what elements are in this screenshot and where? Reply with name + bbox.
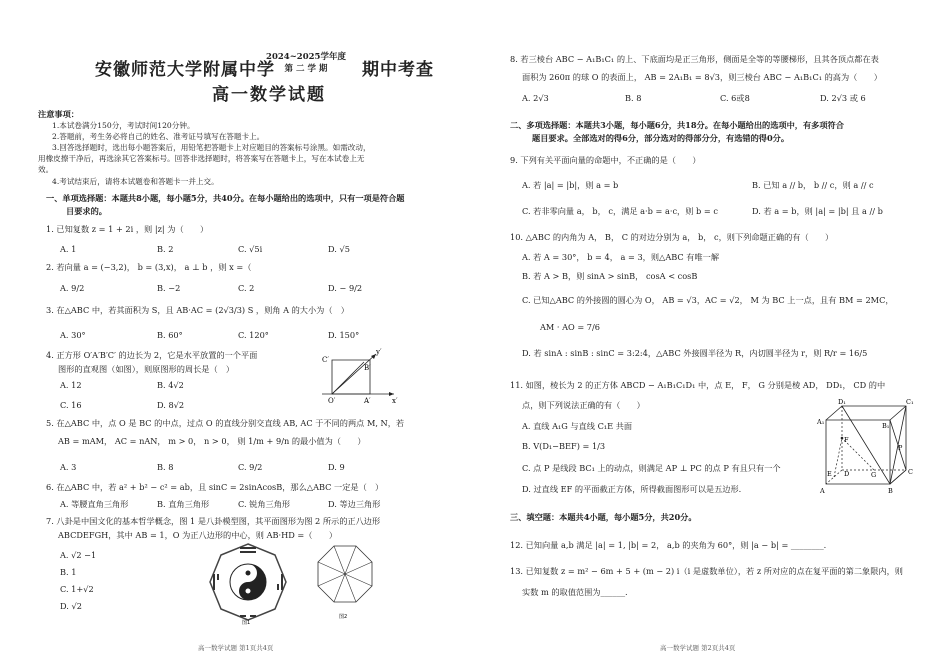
exam-name: 期中考查: [362, 60, 434, 80]
notice-line: 用橡皮擦干净后，再选涂其它答案标号。回答非选择题时，将答案写在答题卡上，写在本试卷上无: [38, 154, 365, 163]
option-d: D. 9: [328, 462, 345, 472]
option-d: D. 2√3 或 6: [820, 93, 866, 103]
option-a: A. 30°: [60, 330, 86, 340]
option-c: C. √5i: [238, 244, 263, 254]
label-d1: D₁: [838, 398, 846, 406]
option-d: D. 8√2: [157, 400, 185, 410]
page-2: [480, 0, 950, 658]
question-12: 12. 已知向量 a,b 满足 |a| = 1, |b| = 2， a,b 的夹角为 60°，则 |a − b| = ________.: [510, 540, 827, 550]
option-a: A. 2√3: [522, 93, 549, 103]
page-footer: 高一数学试题 第1页共4页: [198, 644, 274, 652]
option-d: D. √2: [60, 601, 82, 611]
label-c: C: [908, 468, 913, 476]
option-c: C. 点 P 是线段 BC₁ 上的动点，则满足 AP ⊥ PC 的点 P 有且只有一个: [522, 463, 781, 473]
option-b: B. 1: [60, 567, 77, 577]
octagon-figure: [306, 542, 384, 624]
option-c: C. 已知△ABC 的外接圆的圆心为 O， AB = √3，AC = √2， M 为 BC 上一点，且有 BM = 2MC，: [522, 295, 894, 305]
option-b: B. −2: [157, 283, 181, 293]
notice-line: 4.考试结束后，请将本试题卷和答题卡一并上交。: [52, 177, 219, 186]
section-heading: 题目要求。全部选对的得6分，部分选对的得部分分，有选错的得0分。: [532, 133, 790, 143]
option-d: D. − 9/2: [328, 283, 363, 293]
page-1: [0, 0, 470, 658]
semester: 第 二 学 期: [284, 64, 328, 74]
label-a: A′: [364, 397, 371, 405]
option-c: C. 9/2: [238, 462, 263, 472]
cube-figure: [816, 400, 920, 496]
option-b: B. 4√2: [157, 380, 184, 390]
question-5: 5. 在△ABC 中，点 O 是 BC 的中点，过点 O 的直线分别交直线 AB, AC 于不同的两点 M, N，若: [46, 418, 405, 428]
question-11-cont: 点，则下列说法正确的有（ ）: [522, 400, 645, 410]
label-d: D: [844, 470, 850, 478]
option-a: A. 12: [60, 380, 82, 390]
school-year: 2024~2025学年度: [266, 52, 346, 62]
option-a: A. 9/2: [60, 283, 85, 293]
label-g: G: [871, 471, 877, 479]
question-2: 2. 若向量 a = (−3,2)， b = (3,x)， a ⊥ b ，则 x =（: [46, 262, 252, 272]
label-p: P: [898, 444, 903, 452]
question-9: 9. 下列有关平面向量的命题中，不正确的是（ ）: [510, 155, 701, 165]
option-c: C. 锐角三角形: [238, 499, 291, 509]
option-c: C. 1+√2: [60, 584, 94, 594]
option-c: C. 16: [60, 400, 82, 410]
option-b: B. 已知 a // b， b // c，则 a // c: [752, 180, 874, 190]
option-b: B. 8: [625, 93, 642, 103]
option-a: A. 若 A = 30°， b = 4， a = 3，则△ABC 有唯一解: [522, 252, 720, 262]
option-b: B. V(D₁−BEF) = 1/3: [522, 441, 606, 451]
option-d: D. 若 sinA : sinB : sinC = 3:2:4，△ABC 外接圆半径为 R，内切圆半径为 r，则 R/r = 16/5: [522, 348, 868, 358]
section-heading: 二、多项选择题：本题共3小题，每小题6分，共18分。在每小题给出的选项中，有多项符合: [510, 120, 844, 130]
question-5-cont: AB = mAM， AC = nAN， m > 0， n > 0， 则 1/m + 9/n 的最小值为（ ）: [58, 436, 366, 446]
label-c1: C₁: [906, 398, 914, 406]
notice-line: 3.回答选择题时，选出每小题答案后，用铅笔把答题卡上对应题目的答案标号涂黑。如需改动，: [52, 143, 371, 152]
option-c: C. 6或8: [720, 93, 750, 103]
option-b: B. 8: [157, 462, 174, 472]
section-heading: 三、填空题：本题共4小题，每小题5分，共20分。: [510, 512, 697, 522]
label-b: B′: [364, 364, 371, 372]
option-a: A. 3: [60, 462, 77, 472]
option-c: C. 2: [238, 283, 255, 293]
option-d: D. 等边三角形: [328, 499, 381, 509]
notice-line: 2.答题前，考生务必将自己的姓名、准考证号填写在答题卡上。: [52, 132, 265, 141]
exam-subject: 高一数学试题: [212, 85, 326, 105]
label-e: E: [827, 470, 832, 478]
notice-line: 效。: [38, 165, 54, 174]
figure-1-caption: 图1: [242, 620, 251, 626]
question-4-cont: 图形的直观图（如图），则原图形的周长是（ ）: [58, 364, 235, 374]
page-footer: 高一数学试题 第2页共4页: [660, 644, 736, 652]
option-d: D. 150°: [328, 330, 360, 340]
option-c: C. 120°: [238, 330, 269, 340]
option-b: B. 若 A > B，则 sinA > sinB， cosA < cosB: [522, 271, 698, 281]
label-a: A: [820, 487, 825, 495]
option-d: D. √5: [328, 244, 350, 254]
label-a1: A₁: [817, 418, 825, 426]
question-8-cont: 面积为 260π 的球 O 的表面上， AB = 2A₁B₁ = 8√3，则三棱台 ABC − A₁B₁C₁ 的高为（ ）: [522, 72, 882, 82]
label-b1: B₁: [882, 422, 890, 430]
notice-title: 注意事项：: [38, 109, 79, 119]
option-b: B. 2: [157, 244, 174, 254]
question-3: 3. 在△ABC 中，若其面积为 S，且 AB·AC = (2√3/3) S ，则角 A 的大小为（ ）: [46, 305, 349, 315]
question-11: 11. 如图，棱长为 2 的正方体 ABCD − A₁B₁C₁D₁ 中，点 E， F， G 分别是棱 AD， DD₁， CD 的中: [510, 380, 886, 390]
question-7: 7. 八卦是中国文化的基本哲学概念，图 1 是八卦模型图，其平面图形为图 2 所示的正八边形: [46, 516, 381, 526]
question-10: 10. △ABC 的内角为 A， B， C 的对边分别为 a， b， c，则下列命题正确的有（ ）: [510, 232, 834, 242]
question-1: 1. 已知复数 z = 1 + 2i ，则 |z| 为（ ）: [46, 224, 209, 234]
option-b: B. 直角三角形: [157, 499, 210, 509]
option-b: B. 60°: [157, 330, 183, 340]
option-a: A. √2 −1: [60, 550, 97, 560]
label-x: x′: [392, 397, 398, 405]
school-name: 安徽师范大学附属中学: [95, 60, 275, 80]
option-d: D. 过直线 EF 的平面截正方体，所得截面图形可以是五边形.: [522, 484, 742, 494]
option-a: A. 若 |a| = |b|，则 a = b: [522, 180, 619, 190]
option-a: A. 1: [60, 244, 77, 254]
option-a: A. 等腰直角三角形: [60, 499, 129, 509]
label-c: C′: [322, 356, 329, 364]
question-6: 6. 在△ABC 中，若 a² + b² − c² = ab，且 sinC = 2sinAcosB，那么△ABC 一定是（ ）: [46, 482, 384, 492]
label-f: F: [844, 436, 849, 444]
label-b: B: [888, 487, 893, 495]
section-heading: 一、单项选择题：本题共8小题，每小题5分，共40分。在每小题给出的选项中，只有一项是符合题: [46, 193, 405, 203]
question-13-cont: 实数 m 的取值范围为______.: [522, 587, 628, 597]
option-c: C. 若非零向量 a， b， c，满足 a·b = a·c，则 b = c: [522, 206, 718, 216]
section-heading: 目要求的。: [66, 206, 107, 216]
label-y: y′: [376, 348, 382, 356]
notice-line: 1.本试卷满分150分，考试时间120分钟。: [52, 121, 195, 130]
parallelogram-figure: [318, 348, 400, 406]
question-8: 8. 若三棱台 ABC − A₁B₁C₁ 的上、下底面均是正三角形，侧面是全等的等腰梯形，且其各顶点都在表: [510, 54, 879, 64]
question-13: 13. 已知复数 z = m² − 6m + 5 + (m − 2) i（i 是虚数单位），若 z 所对应的点在复平面的第二象限内，则: [510, 566, 903, 576]
bagua-figure: [208, 542, 288, 624]
figure-2-caption: 图2: [339, 614, 348, 620]
label-o: O′: [328, 397, 336, 405]
question-7-cont: ABCDEFGH，其中 AB = 1，O 为正八边形的中心，则 AB·HD =（ ）: [58, 530, 338, 540]
option-c-cont: AM · AO = 7/6: [540, 322, 600, 332]
option-d: D. 若 a = b，则 |a| = |b| 且 a // b: [752, 206, 883, 216]
question-4: 4. 正方形 O′A′B′C′ 的边长为 2，它是水平放置的一个平面: [46, 350, 258, 360]
option-a: A. 直线 A₁G 与直线 C₁E 共面: [522, 421, 633, 431]
